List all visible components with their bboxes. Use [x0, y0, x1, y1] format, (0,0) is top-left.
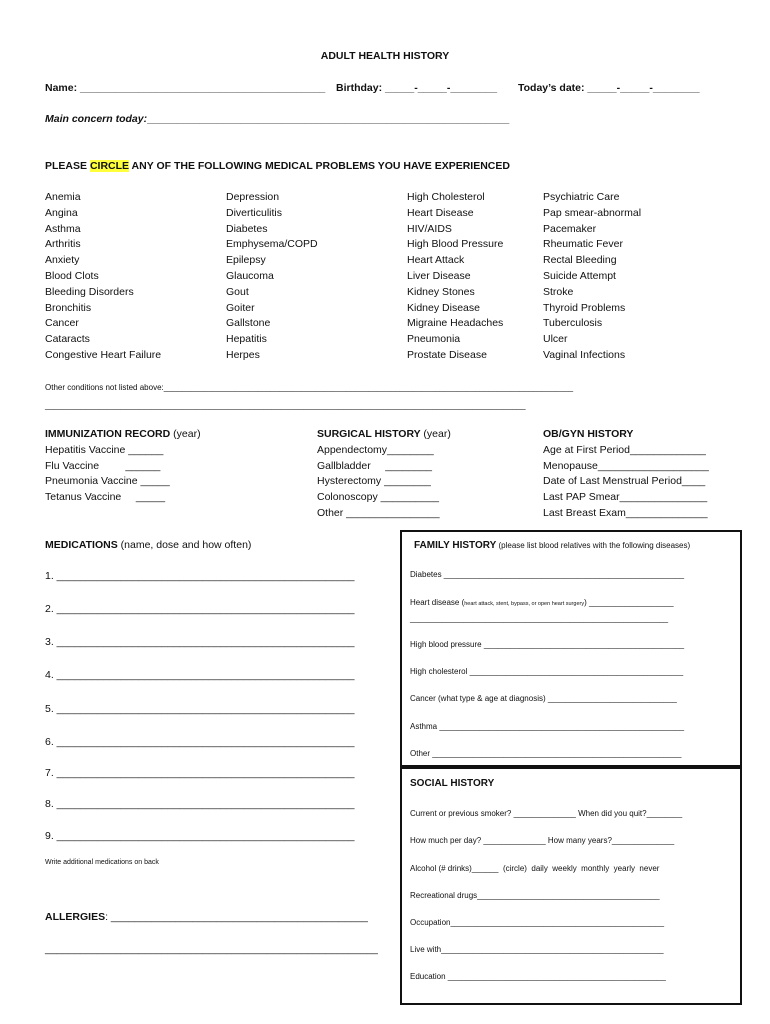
medical-problem-option[interactable]: High Blood Pressure	[407, 238, 504, 251]
medications-footnote: Write additional medications on back	[45, 859, 159, 866]
medical-problem-option[interactable]: Pacemaker	[543, 222, 597, 235]
medical-problem-option[interactable]: Diverticulitis	[226, 206, 283, 219]
family-history-field[interactable]: Other ________________________________________________________	[410, 749, 682, 758]
medication-line[interactable]: 2. ___________________________________________________	[45, 603, 355, 615]
medical-problem-option[interactable]: Liver Disease	[407, 269, 471, 282]
surgical-heading: SURGICAL HISTORY (year)	[317, 428, 451, 440]
social-history-box	[400, 767, 742, 1005]
form-title: ADULT HEALTH HISTORY	[320, 50, 450, 62]
medical-problem-option[interactable]: Migraine Headaches	[407, 317, 504, 330]
main-concern-line: ______________________________________________________________	[147, 113, 510, 125]
main-concern-field[interactable]	[45, 113, 509, 125]
medical-problem-option[interactable]: Vaginal Infections	[543, 348, 626, 361]
medical-problem-option[interactable]: Hepatitis	[226, 333, 267, 346]
medical-problem-option[interactable]: Rectal Bleeding	[543, 254, 617, 267]
medical-problem-option[interactable]: Ulcer	[543, 333, 568, 346]
medical-problem-option[interactable]: Emphysema/COPD	[226, 238, 318, 251]
medications-heading: MEDICATIONS (name, dose and how often)	[45, 539, 252, 551]
medical-problem-option[interactable]: Glaucoma	[226, 269, 274, 282]
medication-line[interactable]: 7. ___________________________________________________	[45, 767, 355, 779]
surgical-field[interactable]: Gallbladder ________	[317, 459, 433, 472]
medical-problem-option[interactable]: Depression	[226, 191, 280, 203]
medical-problem-option[interactable]: Arthritis	[45, 238, 81, 251]
medical-problem-option[interactable]: Thyroid Problems	[543, 301, 626, 314]
obgyn-field[interactable]: Last PAP Smear_______________	[543, 491, 708, 504]
social-history-field[interactable]: Live with__________________________________________________	[410, 945, 664, 954]
obgyn-field[interactable]: Menopause___________________	[543, 459, 709, 472]
immunization-heading: IMMUNIZATION RECORD (year)	[45, 428, 201, 440]
medical-problem-option[interactable]: Pap smear-abnormal	[543, 206, 642, 219]
medication-line[interactable]: 1. ___________________________________________________	[45, 570, 355, 582]
medication-line[interactable]: 9. ___________________________________________________	[45, 830, 355, 842]
medication-line[interactable]: 6. ___________________________________________________	[45, 736, 355, 748]
problems-heading-prefix: PLEASE	[45, 160, 90, 172]
medication-line[interactable]: 4. ___________________________________________________	[45, 669, 355, 681]
medical-problem-option[interactable]: Kidney Stones	[407, 285, 475, 298]
medical-problem-option[interactable]: Suicide Attempt	[543, 269, 616, 282]
social-history-field[interactable]: How much per day? ______________ How many years?______________	[410, 836, 675, 845]
social-history-field[interactable]: Recreational drugs_________________________________________	[410, 891, 660, 900]
allergies-line-1: : ____________________________________________	[105, 911, 368, 923]
immunization-field[interactable]: Flu Vaccine ______	[45, 459, 161, 472]
medical-problem-option[interactable]: Bleeding Disorders	[45, 285, 134, 298]
family-heart-disease-line[interactable]: __________________________________________________________	[410, 614, 669, 623]
immunization-field[interactable]: Pneumonia Vaccine _____	[45, 475, 170, 488]
medical-problem-option[interactable]: Prostate Disease	[407, 348, 487, 361]
family-history-field[interactable]: Cancer (what type & age at diagnosis) _____________________________	[410, 694, 677, 703]
surgical-field[interactable]: Appendectomy________	[317, 443, 434, 456]
family-history-box	[400, 530, 742, 767]
medication-line[interactable]: 8. ___________________________________________________	[45, 798, 355, 810]
family-history-field[interactable]: Asthma _______________________________________________________	[410, 722, 685, 731]
problems-column-2	[226, 190, 318, 364]
surgical-section	[317, 427, 451, 522]
obgyn-section	[543, 427, 709, 522]
medical-problem-option[interactable]: Bronchitis	[45, 301, 92, 314]
social-history-field[interactable]: Occupation________________________________________________	[410, 918, 665, 927]
circle-highlight: CIRCLE	[89, 160, 130, 172]
family-history-field[interactable]: High blood pressure _____________________________________________	[410, 640, 685, 649]
medical-problem-option[interactable]: Angina	[45, 206, 78, 219]
medical-problem-option[interactable]: Gallstone	[226, 317, 271, 330]
surgical-field[interactable]: Other ________________	[317, 506, 440, 519]
social-history-field[interactable]: Current or previous smoker? ______________ When did you quit?________	[410, 809, 683, 818]
problems-column-4	[543, 190, 641, 364]
family-diabetes-field[interactable]: Diabetes ______________________________________________________	[410, 570, 685, 579]
medical-problem-option[interactable]: Herpes	[226, 348, 260, 361]
surgical-field[interactable]: Colonoscopy __________	[317, 491, 440, 504]
medical-problem-option[interactable]: Goiter	[226, 301, 255, 314]
family-history-field[interactable]: High cholesterol ________________________________________________	[410, 667, 684, 676]
allergies-field[interactable]	[45, 911, 368, 923]
problems-column-1	[45, 190, 161, 364]
medical-problem-option[interactable]: Rheumatic Fever	[543, 238, 623, 251]
medical-problem-option[interactable]: Heart Attack	[407, 254, 465, 267]
medication-line[interactable]: 3. ___________________________________________________	[45, 636, 355, 648]
birthday-field[interactable]: Birthday: _____-_____-________	[336, 82, 498, 94]
medical-problem-option[interactable]: Congestive Heart Failure	[45, 348, 162, 361]
other-conditions-field[interactable]: Other conditions not listed above:____________________________________________________________________________________________	[45, 383, 574, 392]
medication-line[interactable]: 5. ___________________________________________________	[45, 703, 355, 715]
obgyn-field[interactable]: Age at First Period_____________	[543, 443, 706, 456]
todays-date-field[interactable]: Today’s date: _____-_____-________	[518, 82, 700, 94]
problems-heading	[45, 160, 510, 172]
allergies-label: ALLERGIES	[45, 911, 106, 923]
obgyn-heading: OB/GYN HISTORY	[543, 428, 634, 440]
main-concern-label: Main concern today:	[45, 113, 148, 125]
medical-problem-option[interactable]: Pneumonia	[407, 333, 461, 346]
other-conditions-line[interactable]: ____________________________________________________________________________________________________________	[45, 401, 526, 410]
obgyn-field[interactable]: Last Breast Exam______________	[543, 506, 708, 519]
social-history-field[interactable]: Alcohol (# drinks)______ (circle) daily weekly monthly yearly never	[410, 864, 660, 873]
medical-problem-option[interactable]: Asthma	[45, 222, 81, 235]
medical-problem-option[interactable]: Cataracts	[45, 333, 90, 346]
obgyn-field[interactable]: Date of Last Menstrual Period____	[543, 475, 706, 488]
medical-problem-option[interactable]: Anemia	[45, 191, 81, 203]
problems-column-3	[407, 190, 503, 364]
problems-heading-suffix: ANY OF THE FOLLOWING MEDICAL PROBLEMS YOU HAVE EXPERIENCED	[129, 160, 510, 172]
surgical-field[interactable]: Hysterectomy ________	[317, 475, 431, 488]
medical-problem-option[interactable]: Heart Disease	[407, 206, 474, 219]
social-history-field[interactable]: Education _________________________________________________	[410, 972, 666, 981]
medical-problem-option[interactable]: Tuberculosis	[543, 317, 603, 330]
medical-problem-option[interactable]: High Cholesterol	[407, 191, 485, 203]
immunization-section	[45, 427, 201, 506]
medical-problem-option[interactable]: Kidney Disease	[407, 301, 480, 314]
immunization-field[interactable]: Tetanus Vaccine _____	[45, 491, 166, 504]
immunization-field[interactable]: Hepatitis Vaccine ______	[45, 443, 164, 456]
medical-problem-option[interactable]: HIV/AIDS	[407, 222, 452, 235]
medical-problem-option[interactable]: Blood Clots	[45, 269, 99, 282]
social-history-heading: SOCIAL HISTORY	[410, 778, 495, 789]
medical-problem-option[interactable]: Cancer	[45, 317, 79, 330]
medical-problem-option[interactable]: Epilepsy	[226, 254, 266, 267]
family-history-heading: FAMILY HISTORY (please list blood relatives with the following diseases)	[414, 540, 691, 551]
family-heart-disease-field[interactable]: Heart disease (heart attack, stent, bypass, or open heart surgery) ___________________	[410, 598, 674, 607]
medical-problem-option[interactable]: Diabetes	[226, 222, 268, 235]
medical-problem-option[interactable]: Gout	[226, 285, 249, 298]
medical-problem-option[interactable]: Psychiatric Care	[543, 191, 620, 203]
allergies-line-2[interactable]: _________________________________________________________	[45, 943, 378, 955]
medical-problem-option[interactable]: Stroke	[543, 285, 574, 298]
name-field[interactable]: Name: __________________________________________	[45, 82, 326, 94]
medical-problem-option[interactable]: Anxiety	[45, 254, 80, 267]
